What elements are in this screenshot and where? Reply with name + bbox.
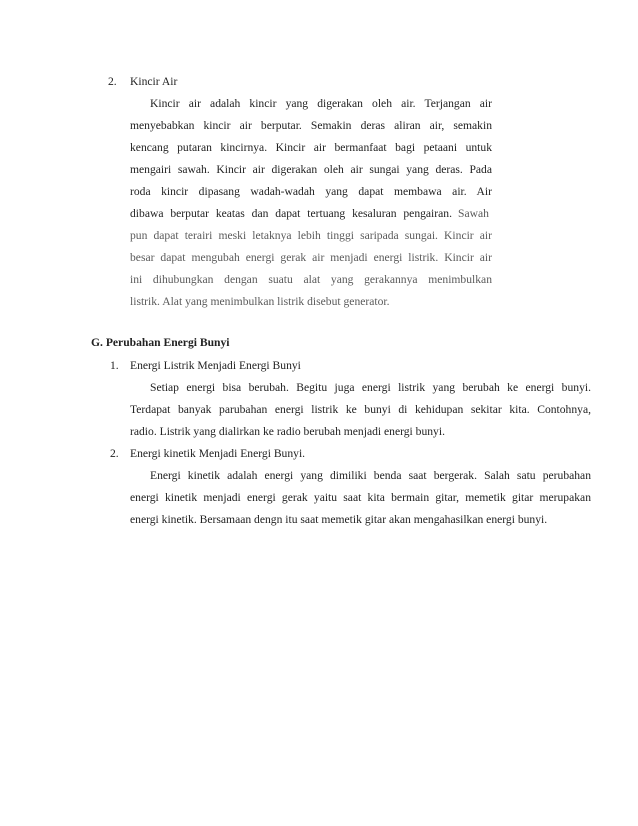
subsection-heading: Kincir Air [130,75,178,88]
paragraph-line-end: Sawah [458,207,489,220]
paragraph-line: listrik. Alat yang menimbulkan listrik disebut generator. [130,295,390,308]
list-marker: 2. [110,447,119,460]
paragraph-line: dibawa berputar keatas dan dapat tertuang kesaluran pengairan. [130,207,452,220]
paragraph-line: ini dihubungkan dengan suatu alat yang gerakannya menimbulkan [130,273,492,286]
paragraph-line: pun dapat terairi meski letaknya lebih tinggi saripada sungai. Kincir air [130,229,492,242]
paragraph-line: Energi kinetik adalah energi yang dimiliki benda saat bergerak. Salah satu perubahan [150,469,591,482]
paragraph-line: menyebabkan kincir air berputar. Semakin deras aliran air, semakin [130,119,492,132]
subsection-heading: Energi Listrik Menjadi Energi Bunyi [130,359,301,372]
paragraph-line: Setiap energi bisa berubah. Begitu juga energi listrik yang berubah ke energi bunyi. [150,381,591,394]
paragraph-line: mengairi sawah. Kincir air digerakan oleh air sungai yang deras. Pada [130,163,492,176]
paragraph-line: radio. Listrik yang dialirkan ke radio berubah menjadi energi bunyi. [130,425,445,438]
subsection-heading: Energi kinetik Menjadi Energi Bunyi. [130,447,306,460]
paragraph-line: energi kinetik menjadi energi gerak yaitu saat kita bermain gitar, memetik gitar merupakan [130,491,591,504]
paragraph-line: Terdapat banyak parubahan energi listrik ke bunyi di kehidupan sekitar kita. Contohnya, [130,403,591,416]
paragraph-line: kencang putaran kincirnya. Kincir air bermanfaat bagi petaani untuk [130,141,492,154]
list-marker: 2. [108,75,117,88]
paragraph-line: energi kinetik. Bersamaan dengn itu saat memetik gitar akan mengahasilkan energi bunyi. [130,513,548,526]
list-marker: 1. [110,359,119,372]
paragraph-line: roda kincir dipasang wadah-wadah yang dapat membawa air. Air [130,185,492,198]
paragraph-line: besar dapat mengubah energi gerak air menjadi energi listrik. Kincir air [130,251,492,264]
paragraph-line: Kincir air adalah kincir yang digerakan oleh air. Terjangan air [150,97,492,110]
section-heading: G. Perubahan Energi Bunyi [91,336,230,349]
